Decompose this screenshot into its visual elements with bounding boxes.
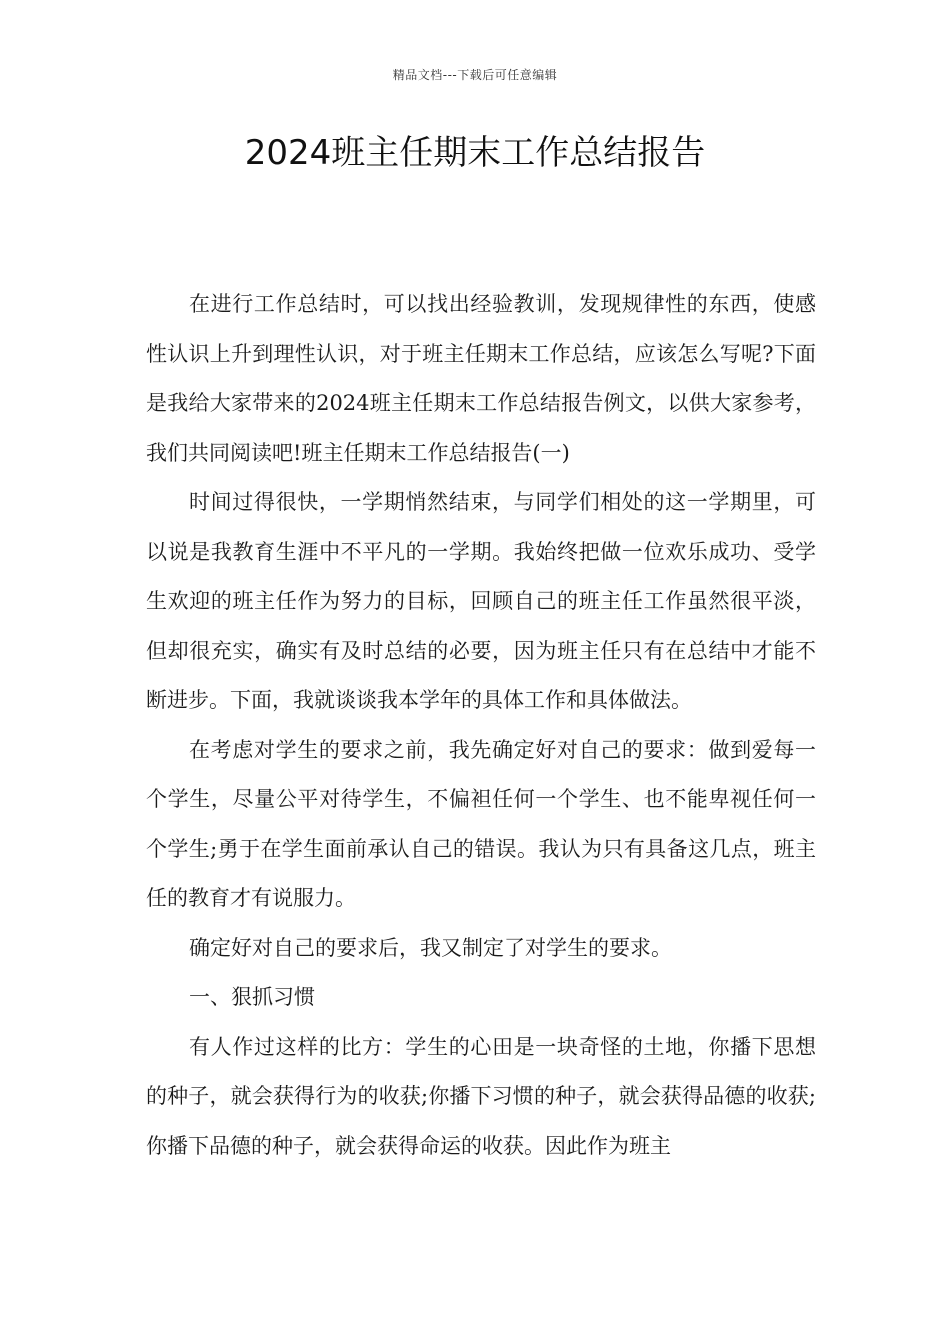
paragraph-intro: 在进行工作总结时，可以找出经验教训，发现规律性的东西，使感性认识上升到理性认识，对于班主任期末工作总结，应该怎么写呢?下面是我给大家带来的2024班主任期末工作总结报告例文，以供大家参考，我们共同阅读吧!班主任期末工作总结报告(一) (146, 292, 816, 465)
document-title: 2024班主任期末工作总结报告 (244, 133, 706, 173)
paragraph-semester-review: 时间过得很快，一学期悄然结束，与同学们相处的这一学期里，可以说是我教育生涯中不平凡的一学期。我始终把做一位欢乐成功、受学生欢迎的班主任作为努力的目标，回顾自己的班主任工作虽然很平淡，但却很充实，确实有及时总结的必要，因为班主任只有在总结中才能不断进步。下面，我就谈谈我本学年的具体工作和具体做法。 (146, 490, 816, 712)
page-header-note: 精品文档---下载后可任意编辑 (392, 68, 558, 82)
document-body (146, 280, 816, 1171)
paragraph-student-requirements: 确定好对自己的要求后，我又制定了对学生的要求。 (189, 935, 672, 960)
paragraph-self-requirements: 在考虑对学生的要求之前，我先确定好对自己的要求：做到爱每一个学生，尽量公平对待学生，不偏袒任何一个学生、也不能卑视任何一个学生;勇于在学生面前承认自己的错误。我认为只有具备这几点，班主任的教育才有说服力。 (146, 737, 816, 910)
section-heading-habits: 一、狠抓习惯 (189, 985, 315, 1009)
paragraph-habits-metaphor: 有人作过这样的比方：学生的心田是一块奇怪的土地，你播下思想的种子，就会获得行为的收获;你播下习惯的种子，就会获得品德的收获;你播下品德的种子，就会获得命运的收获。因此作为班主 (146, 1034, 816, 1158)
